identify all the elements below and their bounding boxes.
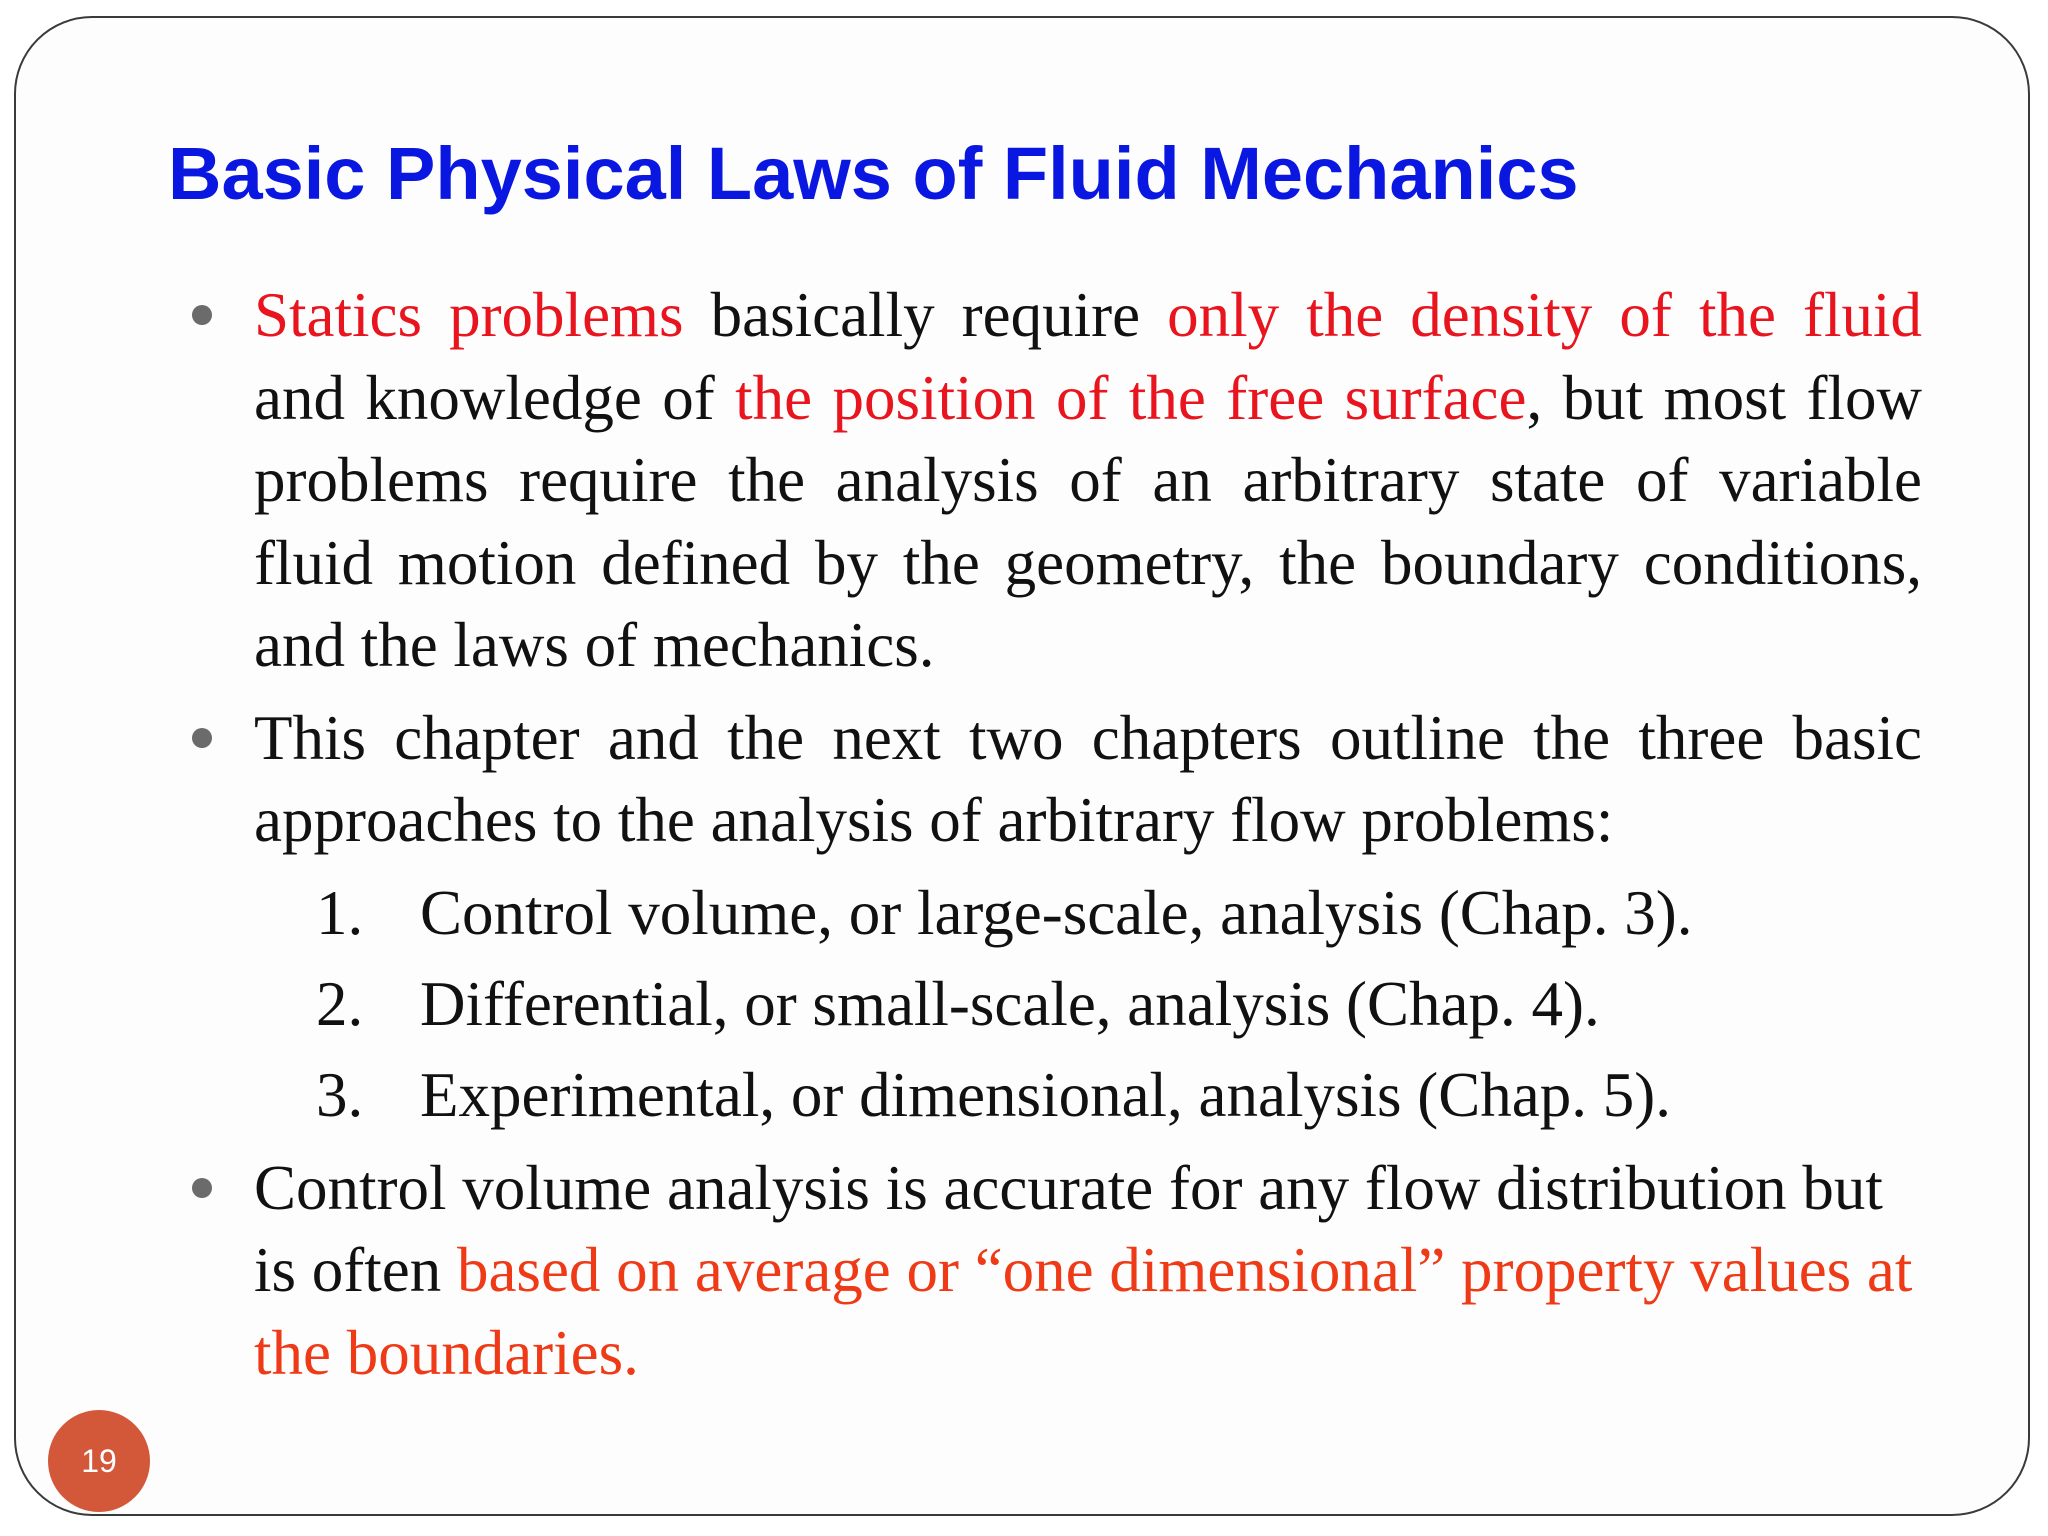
list-number: 1. xyxy=(316,877,364,948)
slide-body xyxy=(254,274,1922,1394)
bullet-item-control-volume xyxy=(254,1147,1922,1395)
bullet-text: Control volume analysis is accurate for any flow distribution but is often xyxy=(254,1152,1883,1305)
list-item-text: Control volume, or large-scale, analysis (Chap. 3). xyxy=(420,877,1693,948)
list-item-text: Experimental, or dimensional, analysis (Chap. 5). xyxy=(420,1059,1671,1130)
list-item xyxy=(254,868,1922,959)
list-item xyxy=(254,1050,1922,1141)
bullet-item-approaches xyxy=(254,697,1922,862)
approaches-list xyxy=(254,868,1922,1141)
bullet-text: , but most flow problems require the analysis of an arbitrary state of variable fluid motion defined by the geometry, the boundary conditions, and the laws of mechanics. xyxy=(254,362,1922,680)
slide-title: Basic Physical Laws of Fluid Mechanics xyxy=(168,132,1579,215)
highlight-free-surface: the position of the free surface xyxy=(735,362,1527,433)
bullet-text: This chapter and the next two chapters outline the three basic approaches to the analysis of arbitrary flow problems: xyxy=(254,702,1922,855)
bullet-text: basically require xyxy=(683,280,1168,350)
list-item-text: Differential, or small-scale, analysis (Chap. 4). xyxy=(420,968,1600,1039)
list-item xyxy=(254,959,1922,1050)
page-number-badge: 19 xyxy=(48,1410,150,1512)
bullet-item-statics xyxy=(254,274,1922,687)
list-number: 2. xyxy=(316,968,364,1039)
slide-frame xyxy=(14,16,2030,1516)
highlight-statics-problems: Statics problems xyxy=(254,280,684,350)
list-number: 3. xyxy=(316,1059,364,1130)
bullet-text: and knowledge of xyxy=(254,362,736,433)
highlight-density: only the density of the fluid xyxy=(1167,280,1922,350)
highlight-one-dimensional: based on average or “one dimensional” property values at the boundaries. xyxy=(254,1235,1913,1388)
